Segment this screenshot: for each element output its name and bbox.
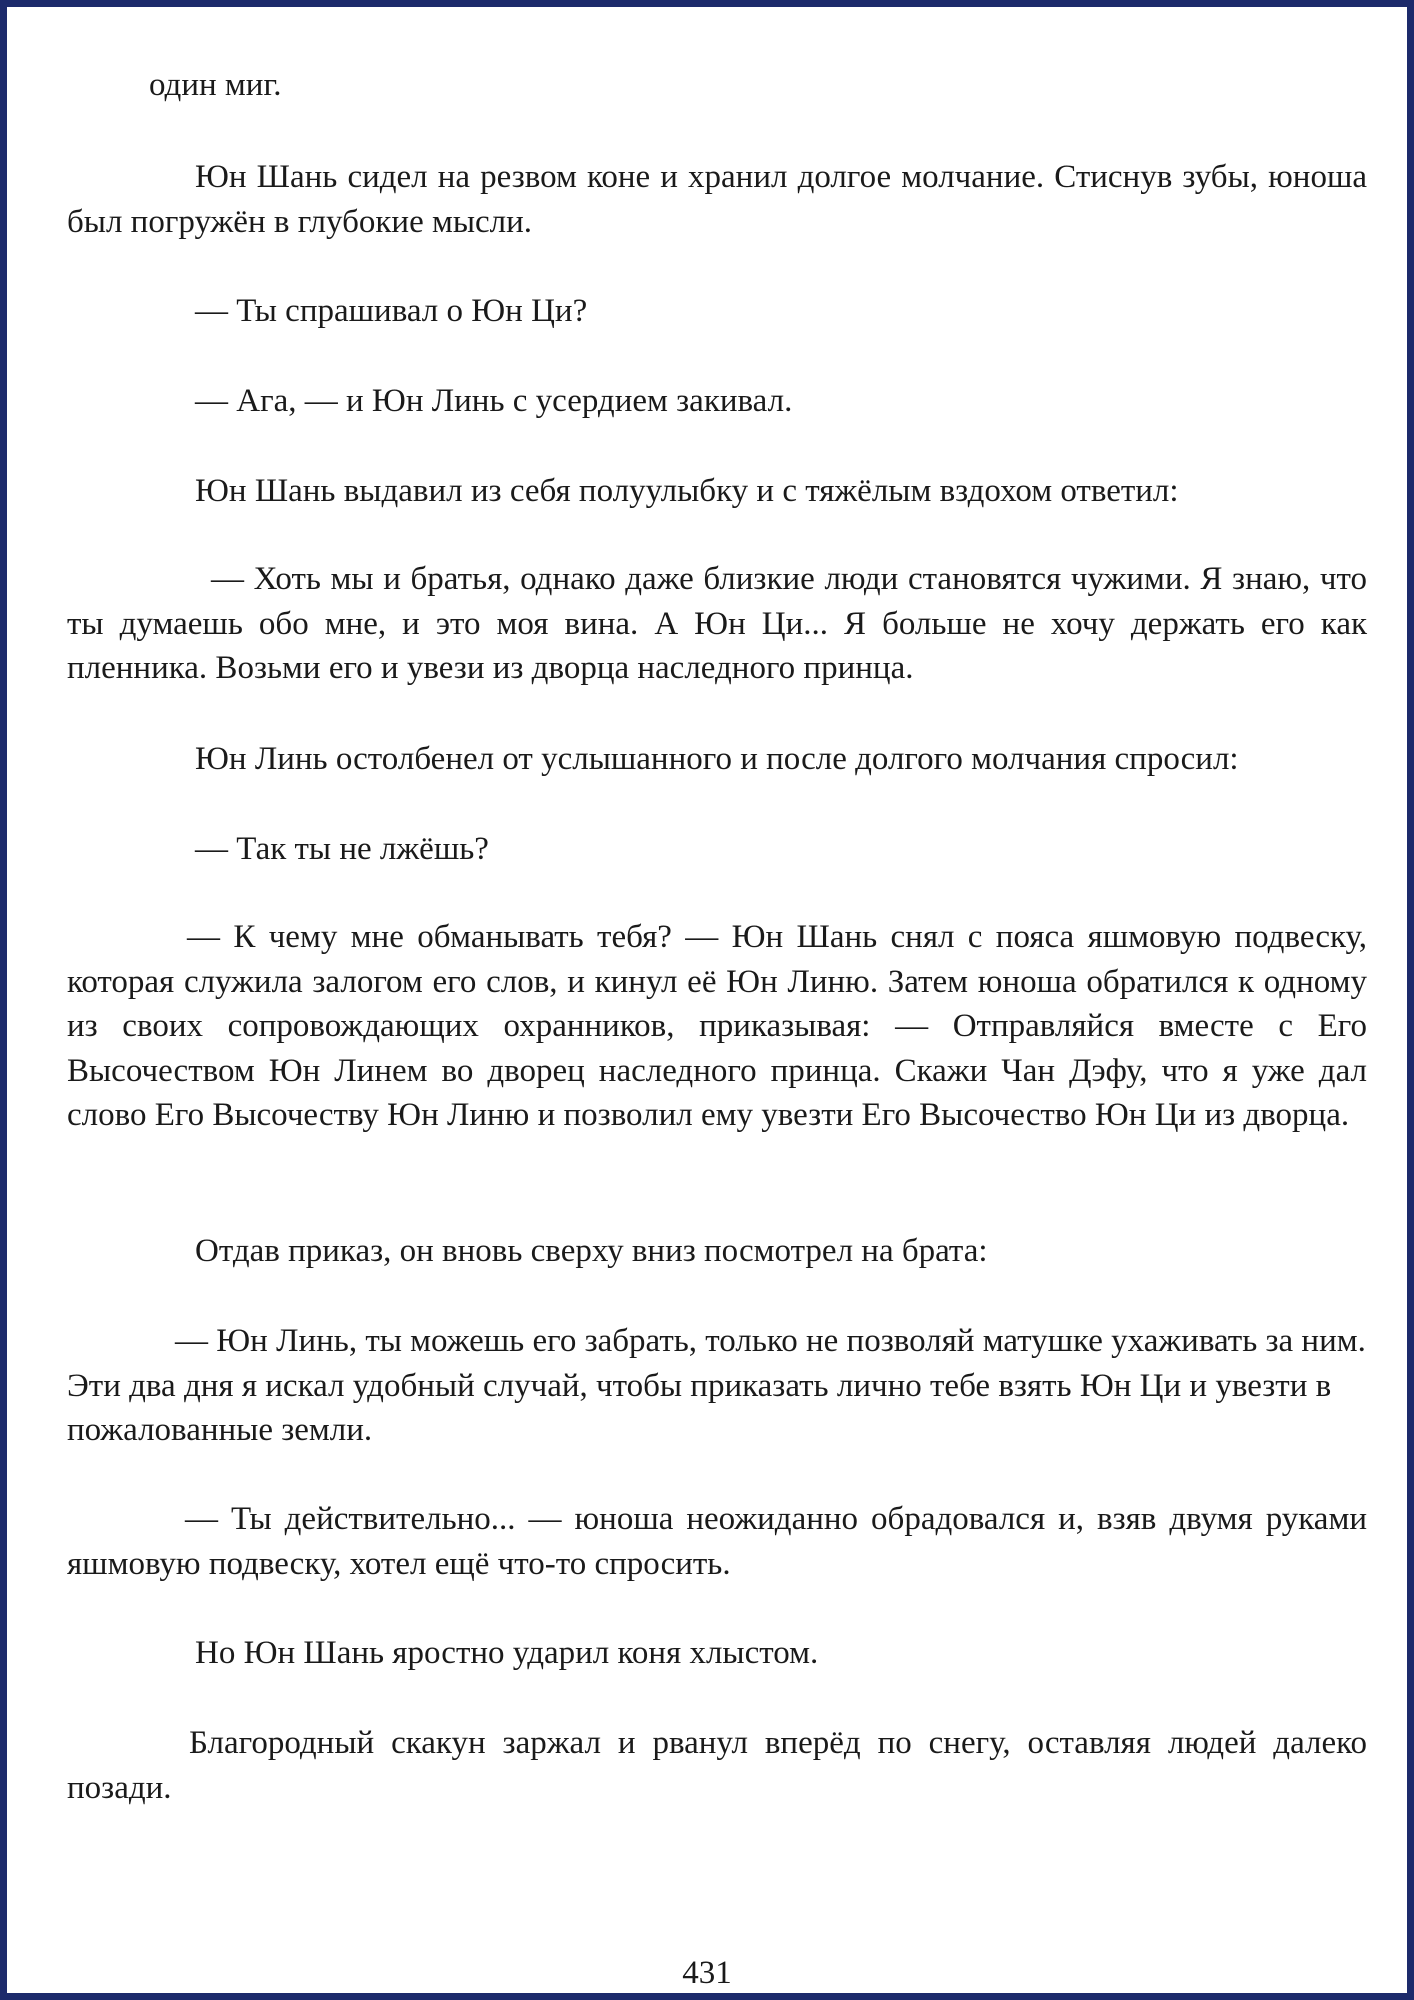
- paragraph: Юн Линь остолбенел от услышанного и после долгого молчания спросил:: [195, 741, 1239, 777]
- paragraph: Но Юн Шань яростно ударил коня хлыстом.: [195, 1635, 819, 1671]
- paragraph: — Ты действительно... — юноша неожиданно обрадовался и, взяв двумя руками яшмовую подвеску, хотел ещё что-то спросить.: [67, 1501, 1367, 1582]
- paragraph: Отдав приказ, он вновь сверху вниз посмотрел на брата:: [195, 1233, 988, 1269]
- paragraph: — Юн Линь, ты можешь его забрать, только не позволяй матушке ухаживать за ним. Эти два дня я искал удобный случай, чтобы приказать лично тебе взять Юн Ци и увезти в пожалованные земли.: [67, 1323, 1366, 1449]
- paragraph: Юн Шань выдавил из себя полуулыбку и с тяжёлым вздохом ответил:: [195, 473, 1179, 509]
- paragraph: — Ага, — и Юн Линь с усердием закивал.: [195, 383, 793, 419]
- page-number: 431: [682, 1955, 732, 1991]
- paragraph: Благородный скакун заржал и рванул вперёд по снегу, оставляя людей далеко позади.: [67, 1725, 1367, 1806]
- paragraph: — К чему мне обманывать тебя? — Юн Шань снял с пояса яшмовую подвеску, которая служила залогом его слов, и кинул её Юн Линю. Затем юноша обратился к одному из своих сопровождающих охранников, приказывая: — Отправляйся вместе с Его Высочеством Юн Линем во дворец наследного принца. Скажи Чан Дэфу, что я уже дал слово Его Высочеству Юн Линю и позволил ему увезти Его Высочество Юн Ци из дворца.: [67, 919, 1367, 1134]
- paragraph: один миг.: [149, 67, 282, 103]
- paragraph: — Ты спрашивал о Юн Ци?: [195, 293, 588, 329]
- paragraph: — Хоть мы и братья, однако даже близкие люди становятся чужими. Я знаю, что ты думаешь обо мне, и это моя вина. А Юн Ци... Я больше не хочу держать его как пленника. Возьми его и увези из дворца наследного принца.: [67, 561, 1367, 687]
- paragraph: Юн Шань сидел на резвом коне и хранил долгое молчание. Стиснув зубы, юноша был погружён в глубокие мысли.: [67, 159, 1367, 240]
- paragraph: — Так ты не лжёшь?: [195, 831, 489, 867]
